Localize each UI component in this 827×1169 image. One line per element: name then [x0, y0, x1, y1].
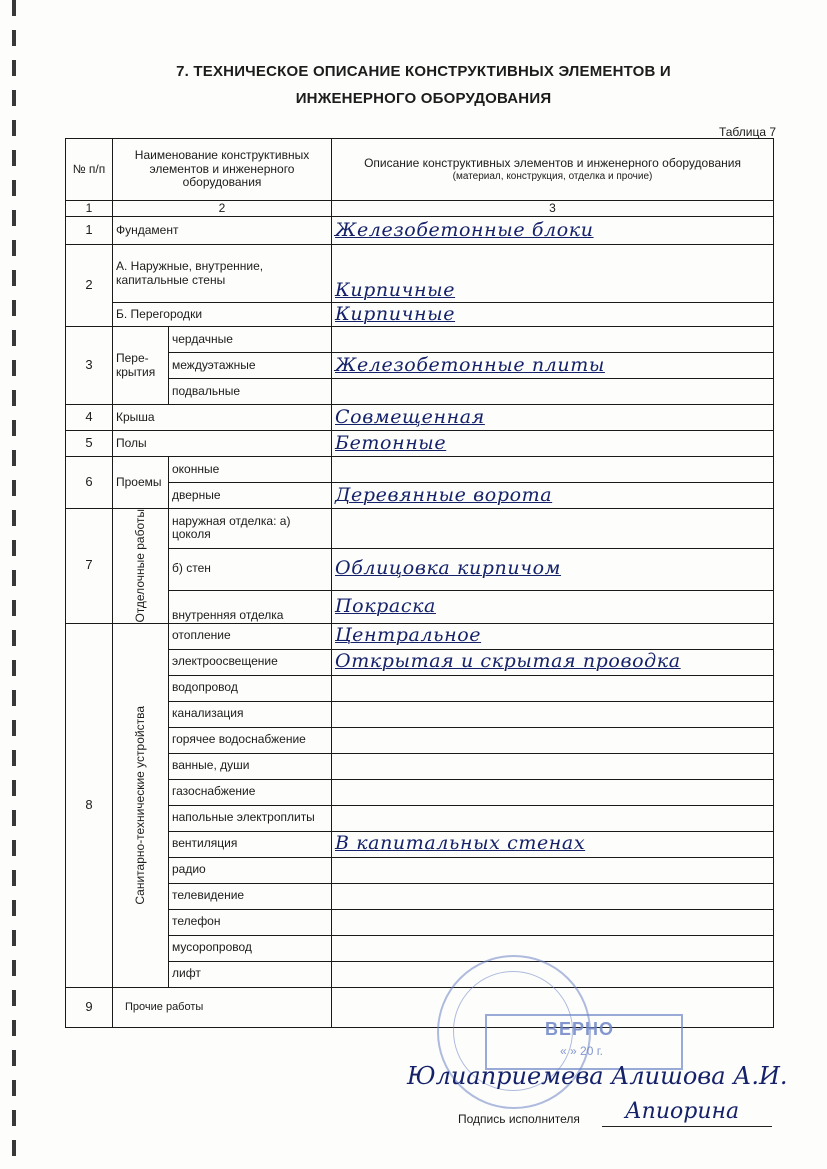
- row-number: 8: [66, 623, 113, 987]
- row-name-floors: Полы: [113, 431, 332, 457]
- value-item: Центральное: [332, 623, 774, 649]
- row-number: 1: [66, 217, 113, 245]
- sub-item: лифт: [169, 961, 332, 987]
- value-plinth: [332, 509, 774, 549]
- row-name-partitions: Б. Перегородки: [113, 303, 332, 327]
- value-foundation: Железобетонные блоки: [332, 217, 774, 245]
- value-item: Открытая и скрытая проводка: [332, 649, 774, 675]
- sub-item: радио: [169, 857, 332, 883]
- group-openings: Проемы: [113, 457, 169, 509]
- value-interfloor: Железобетонные плиты: [332, 353, 774, 379]
- value-doors: Деревянные ворота: [332, 483, 774, 509]
- sub-item: ванные, души: [169, 753, 332, 779]
- value-item: [332, 883, 774, 909]
- value-item: [332, 701, 774, 727]
- verno-stamp-text: ВЕРНО: [545, 1019, 615, 1039]
- value-partitions: Кирпичные: [332, 303, 774, 327]
- value-item: [332, 727, 774, 753]
- header-description-main: Описание конструктивных элементов и инженерного оборудования: [364, 155, 741, 170]
- handwritten-signature-1: Юлиаприемева Алишова А.И.: [407, 1062, 788, 1090]
- signature-label: Подпись исполнителя: [458, 1112, 580, 1126]
- value-basement: [332, 379, 774, 405]
- header-description-sub: (материал, конструкция, отделка и прочие): [452, 170, 653, 182]
- header-element-name: Наименование конструктивных элементов и инженерного оборудования: [113, 139, 332, 201]
- sub-item: напольные электроплиты: [169, 805, 332, 831]
- sub-item: мусоропровод: [169, 935, 332, 961]
- value-item: [332, 805, 774, 831]
- value-item: [332, 909, 774, 935]
- group-finishing: [113, 509, 169, 624]
- row-number: 3: [66, 327, 113, 405]
- sub-item: водопровод: [169, 675, 332, 701]
- value-walls-finish: Облицовка кирпичом: [332, 548, 774, 590]
- row-number: 7: [66, 509, 113, 624]
- group-sanitary-label: Санитарно-технические устройства: [132, 705, 147, 905]
- sub-item: газоснабжение: [169, 779, 332, 805]
- colnum-2: 2: [113, 201, 332, 217]
- sub-basement: подвальные: [169, 379, 332, 405]
- value-attic: [332, 327, 774, 353]
- row-name-foundation: Фундамент: [113, 217, 332, 245]
- value-item: [332, 779, 774, 805]
- sub-item: телефон: [169, 909, 332, 935]
- group-sanitary: [113, 623, 169, 987]
- row-number: 4: [66, 405, 113, 431]
- row-name-other-works: Прочие работы: [113, 987, 332, 1027]
- colnum-3: 3: [332, 201, 774, 217]
- value-roof: Совмещенная: [332, 405, 774, 431]
- sub-attic: чердачные: [169, 327, 332, 353]
- value-walls: Кирпичные: [332, 245, 774, 303]
- header-number: № п/п: [66, 139, 113, 201]
- value-item: В капитальных стенах: [332, 831, 774, 857]
- sub-plinth: наружная отделка: а) цоколя: [169, 509, 332, 549]
- sub-item: канализация: [169, 701, 332, 727]
- sub-item: горячее водоснабжение: [169, 727, 332, 753]
- sub-item: вентиляция: [169, 831, 332, 857]
- technical-description-table: [65, 138, 774, 1028]
- table-label: Таблица 7: [718, 125, 776, 139]
- binding-marks: [12, 0, 16, 1169]
- row-name-roof: Крыша: [113, 405, 332, 431]
- row-number: 9: [66, 987, 113, 1027]
- page-title-line1: 7. ТЕХНИЧЕСКОЕ ОПИСАНИЕ КОНСТРУКТИВНЫХ ЭЛЕМЕНТОВ И: [176, 63, 671, 80]
- value-item: [332, 857, 774, 883]
- sub-item: электроосвещение: [169, 649, 332, 675]
- sub-interior-finish: внутренняя отделка: [169, 590, 332, 623]
- row-number: 5: [66, 431, 113, 457]
- sub-walls-finish: б) стен: [169, 548, 332, 590]
- verno-stamp-date: « » 20 г.: [560, 1044, 603, 1058]
- sub-windows: оконные: [169, 457, 332, 483]
- value-interior-finish: Покраска: [332, 590, 774, 623]
- group-finishing-label: Отделочные работы: [132, 509, 147, 623]
- row-number: 2: [66, 245, 113, 327]
- header-description: [332, 139, 774, 201]
- sub-item: телевидение: [169, 883, 332, 909]
- value-floors: Бетонные: [332, 431, 774, 457]
- handwritten-signature-2: Апиорина: [625, 1099, 740, 1124]
- sub-doors: дверные: [169, 483, 332, 509]
- sub-item: отопление: [169, 623, 332, 649]
- group-floors: Пере-крытия: [113, 327, 169, 405]
- row-name-walls: А. Наружные, внутренние, капитальные стены: [113, 245, 332, 303]
- sub-interfloor: междуэтажные: [169, 353, 332, 379]
- value-item: [332, 935, 774, 961]
- row-number: 6: [66, 457, 113, 509]
- signature-line: [602, 1126, 772, 1127]
- value-item: [332, 675, 774, 701]
- colnum-1: 1: [66, 201, 113, 217]
- page-title-line2: ИНЖЕНЕРНОГО ОБОРУДОВАНИЯ: [295, 90, 552, 107]
- value-windows: [332, 457, 774, 483]
- value-item: [332, 753, 774, 779]
